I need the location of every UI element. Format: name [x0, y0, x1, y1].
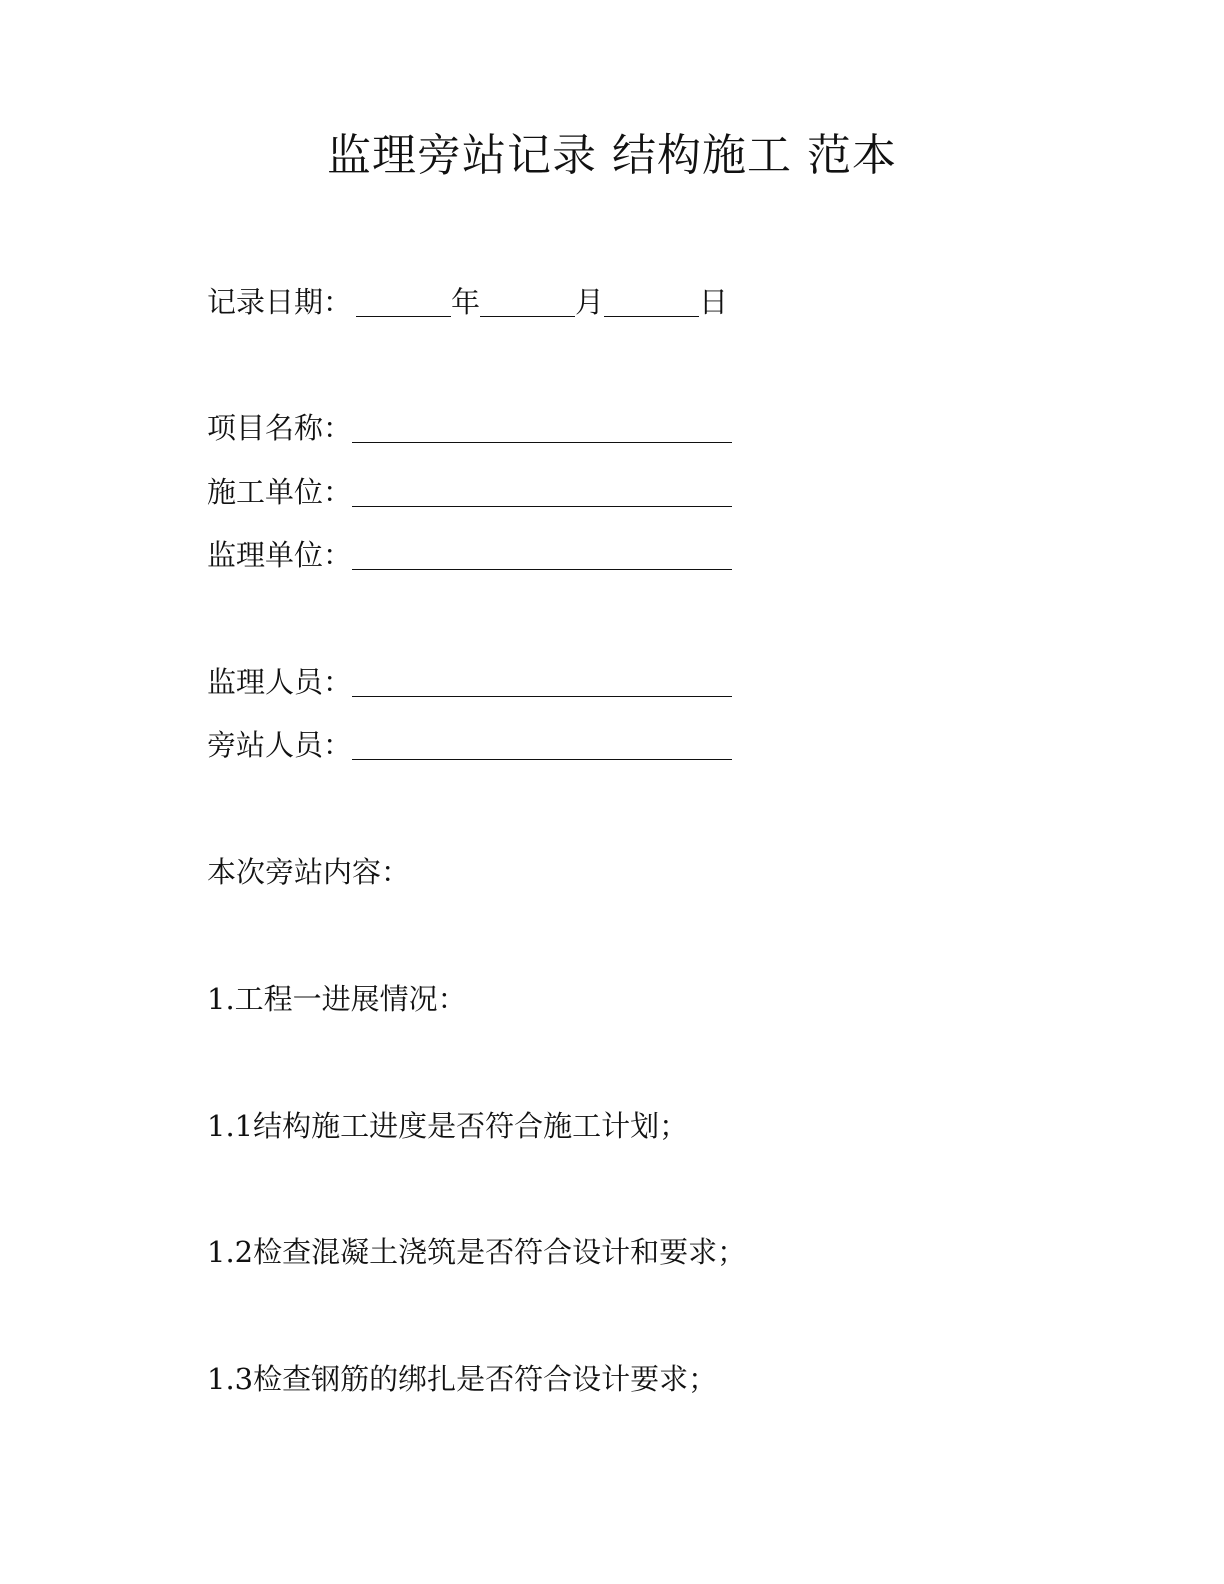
record-date-label: 记录日期：: [207, 285, 353, 319]
year-label: 年: [451, 285, 481, 319]
section-item: 1.3检查钢筋的绑扎是否符合设计要求；: [207, 1362, 718, 1396]
record-date-row: [207, 282, 728, 322]
section-item: 1.2检查混凝土浇筑是否符合设计和要求；: [207, 1235, 747, 1269]
content-heading: 本次旁站内容：: [207, 855, 411, 889]
onsite-personnel-blank[interactable]: [352, 729, 732, 760]
construction-unit-blank[interactable]: [352, 476, 732, 507]
onsite-personnel-label: 旁站人员：: [207, 728, 353, 762]
supervisor-blank[interactable]: [352, 666, 732, 697]
project-name-blank[interactable]: [352, 412, 732, 443]
month-blank[interactable]: [480, 286, 575, 317]
project-name-label: 项目名称：: [207, 411, 353, 445]
supervision-unit-row: [207, 535, 732, 575]
supervision-unit-label: 监理单位：: [207, 538, 353, 572]
month-label: 月: [575, 285, 605, 319]
day-blank[interactable]: [604, 286, 699, 317]
section-item: 1.工程一进展情况：: [207, 982, 467, 1016]
construction-unit-row: [207, 472, 732, 512]
onsite-personnel-row: [207, 725, 732, 765]
supervisor-row: [207, 662, 732, 702]
year-blank[interactable]: [356, 286, 451, 317]
supervisor-label: 监理人员：: [207, 665, 353, 699]
project-name-row: [207, 408, 732, 448]
section-item: 1.1结构施工进度是否符合施工计划；: [207, 1109, 689, 1143]
supervision-unit-blank[interactable]: [352, 539, 732, 570]
construction-unit-label: 施工单位：: [207, 475, 353, 509]
day-label: 日: [699, 285, 729, 319]
document-title: 监理旁站记录 结构施工 范本: [327, 130, 897, 181]
